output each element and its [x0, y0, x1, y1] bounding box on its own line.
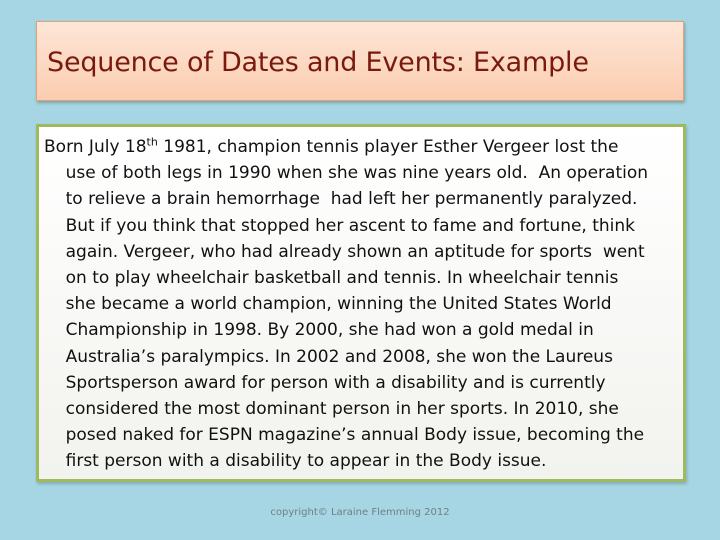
body-prefix: Born July 18 [44, 137, 147, 157]
body-superscript: th [146, 135, 158, 149]
slide-title-box [36, 21, 684, 101]
body-continuation: use of both legs in 1990 when she was nine years old. An operation to relieve a brain hemorrhage had left her permanently paralyzed. But if you think that stopped her ascent to fame and fortune, think again. Vergeer, who had already shown an aptitude for sports went on to play wheelchair basketball and tennis. In wheelchair tennis she became a world champion, winning the United States World Championship in 1998. By 2000, she had won a gold medal in Australia’s paralympics. In 2002 and 2008, she won the Laureus Sportsperson award for person with a disability and is currently considered the most dominant person in her sports. In 2010, she posed naked for ESPN magazine’s annual Body issue, becoming the first person with a disability to appear in the Body issue. [65, 163, 649, 472]
slide-body-box [36, 124, 686, 482]
body-first-line-rest: 1981, champion tennis player Esther Vergeer lost the [157, 137, 619, 157]
slide-title: Sequence of Dates and Events: Example [47, 47, 589, 78]
slide-body-text [44, 134, 682, 475]
copyright-footer: copyright© Laraine Flemming 2012 [270, 507, 450, 518]
